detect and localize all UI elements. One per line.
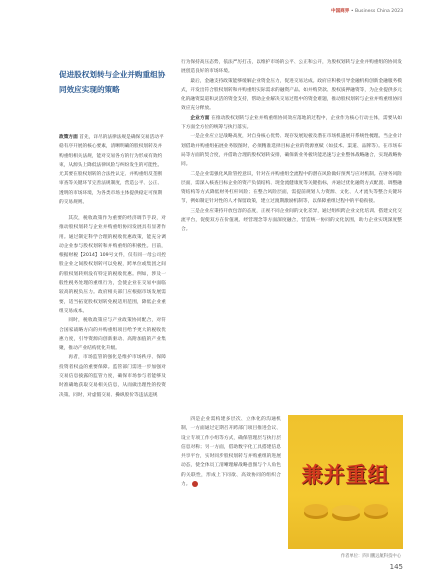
body-paragraph: 最后，金融支持政策能够缓解企业资金压力，促进交易达成。政府应积极引导金融机构创新金融服务模式，开发出符合股权划转和并购重组实际需求的融资产品。如并购贷款、股权质押融资等，为企业提供多元化的融资渠道和灵活的资金支持，帮助企业解决交易过程中的资金难题，推动股权划转与企业并购重组协同效应充分释放。 [181, 78, 402, 112]
body-paragraph: 一是企业应立足战略高度，对自身核心优势、现存发展短板及潜在市场机遇展开系统性梳理。当企业计划借助并购重组拓展业务版图时，必须精准选择目标企业的资源禀赋（如技术、渠道、品牌等）。在市场布局等方面的契合度，并借助合理的股权划转安排，确保新业务板块能迅速与企业整体战略融合，实现战略协同。 [181, 134, 402, 168]
body-paragraph: 同时，税收政策应与产业政策协同配合，对符合国家战略方向的并购重组项目给予更大的税收优惠力度，引导资源向创新驱动、高附加值的产业集聚，推动产业结构优化升级。 [59, 318, 166, 352]
body-paragraph: 二是企业需强化风险管控意识，针对在并购重组全流程中的潜在风险做好预判与应对机制。在财务风险层面，需深入核查目标企业的资产负债结构、现金流健康度等关键指标，并通过优化融资方式配置、调整融资结构等方式降低财务杠杆风险；在整合风险层面，需提前规划人力资源、文化、人才流失等整合关键环节，例如制定针对性的人才保留政策，建立过渡期激励机制等，以保障重组过程中的平稳衔接。 [181, 171, 402, 205]
right-column [181, 58, 402, 235]
enterprise-label: 企业方面 [190, 115, 210, 121]
illustration-text: 兼并重组 [301, 463, 390, 487]
magazine-brand: 中国商界 [330, 9, 350, 14]
body-paragraph: 其次，税收政策作为重要的经济调节手段，对推动股权划转与企业并购重组协同发展具有显著作用。通过制定科学合理的税收优惠政策，能充分调动企业参与股权划转和并购重组的积极性。目前，根据财税【2014】109号文件，仅有同一母公司控股企业之间股权划转可以免税，跨单位或集团之间的股权划转则没有特定的税收优惠。例如，涉及一般性税务处理的重组行为，会使企业在交易中面临较高的税负压力。政府相关部门应根据市场发展需要，适当拓宽股权划转免税适用范围，降低企业重组交易成本。 [59, 216, 166, 314]
article-illustration [288, 415, 403, 549]
magazine-edition: • Business China 2023 [350, 9, 403, 14]
body-paragraph: 三是企业应秉持开放包容的态度，正视不同企业间的文化差异，通过组织跨企业文化培训、搭建文化交流平台，促使双方在价值观、经营理念等方面深度融合，营造统一协同的文化氛围，助力企业实现深度整合。 [181, 208, 402, 233]
page-number: 145 [389, 563, 403, 571]
end-mark-icon [192, 481, 198, 487]
enterprise-paragraph [181, 114, 402, 133]
enterprise-text: 在推动股权划转与企业并购重组协同效应落地的过程中，企业作为核心行动主体，需要从如下方面全方位的统筹与执行落实。 [181, 115, 402, 131]
body-paragraph: 行为保持高压态势，依法严厉打击，以维护市场的公平、公正和公开，为股权划转与企业并购重组的协同发展创造良好的市场环境。 [181, 60, 402, 75]
body-paragraph: 再者，市场监管的强化是维护市场秩序、保障投资者权益的重要保障。监管部门需进一步加强对交易信息披露的监管力度，确保市场参与者能够及时准确地获取交易相关信息，从而做出理性的投资决策。同时，对虚假交易、操纵股价等违法违规 [59, 355, 166, 398]
coins-icon [296, 493, 396, 523]
left-column [59, 214, 166, 400]
author-affiliation: 作者单位：四川鹏远航科技中心 [340, 554, 401, 559]
body-paragraph: 四是企业需构建多层次、立体化的沟通机制，一方面通过定期召开跨部门项目推进会议、设立专项工作小组等方式，确保管理层与执行层信息对称；另一方面，借助数字化工具搭建信息共享平台，实时同步股权划转与并购重组的进展动态，使全体员工清晰理解战略意图与个人角色的关联性，形成上下同欲、高效协同的组织合力。 [181, 417, 281, 488]
lead-label: 政策方面 [59, 135, 78, 140]
running-header [331, 8, 403, 14]
lead-text: 首先，详尽的法律法规是确保交易活动平稳有序开展的核心要素，清晰明确的股权划转及并购重组相关法规，能对交易各方的行为形成有效约束，从源头上降低法律风险与纠纷发生的可能性。尤其要在股权划转的合法性认定、并购重组反垄断审查等关键环节完善法规制度，营造公平、公正、透明的市场环境，为各类市场主体提供稳定可预期的交易规则。 [59, 135, 164, 206]
right-lower-column [181, 415, 281, 489]
section-title: 促进股权划转与企业并购重组协同效应实现的策略 [59, 70, 166, 95]
lead-paragraph [59, 133, 166, 207]
